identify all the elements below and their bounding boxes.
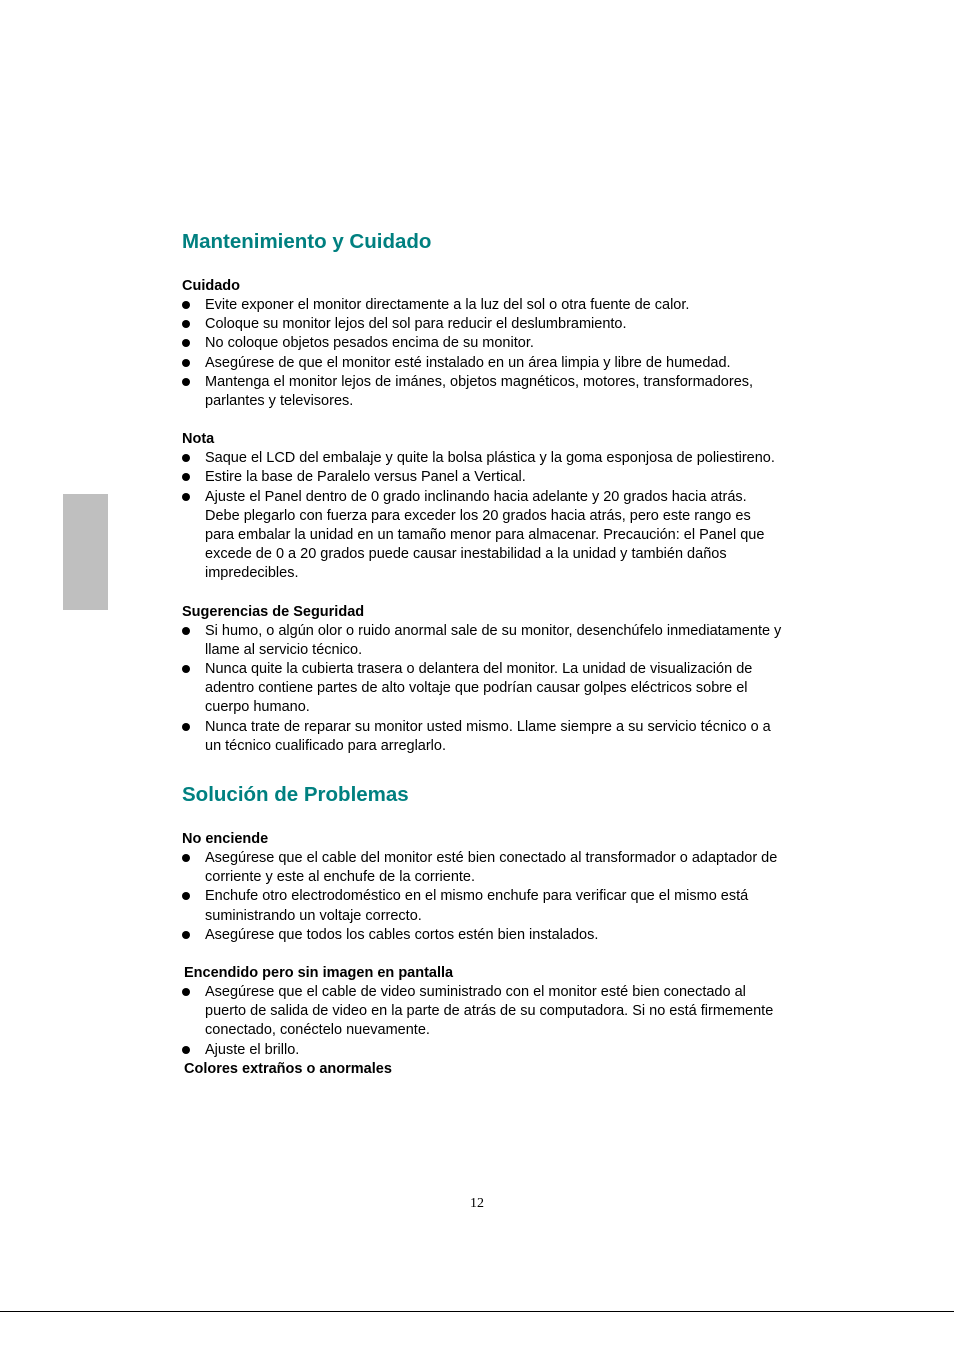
no-image-list	[182, 983, 782, 1060]
bullet-icon	[182, 1046, 190, 1054]
page-number: 12	[470, 1196, 484, 1211]
list-item: Asegúrese que todos los cables cortos estén bien instalados.	[182, 926, 782, 945]
no-power-section	[182, 830, 782, 945]
list-item: No coloque objetos pesados encima de su monitor.	[182, 334, 782, 353]
list-item: Si humo, o algún olor o ruido anormal sale de su monitor, desenchúfelo inmediatamente y llame al servicio técnico.	[182, 622, 782, 660]
list-item: Ajuste el Panel dentro de 0 grado inclinando hacia adelante y 20 grados hacia atrás. Debe plegarlo con fuerza para exceder los 20 grados hacia atrás, pero este rango es para embalar la unidad en un tamaño menor para almacenar. Precaución: el Panel que excede de 0 a 20 grados puede causar inestabilidad a la unidad y también daños impredecibles.	[182, 488, 782, 584]
colors-heading: Colores extraños o anormales	[184, 1060, 392, 1077]
care-list	[182, 296, 782, 411]
care-heading: Cuidado	[182, 278, 240, 294]
no-power-list	[182, 849, 782, 945]
list-item: Ajuste el brillo.	[182, 1041, 782, 1060]
bullet-icon	[182, 359, 190, 367]
note-section	[182, 430, 782, 583]
bullet-icon	[182, 339, 190, 347]
maintenance-title: Mantenimiento y Cuidado	[182, 230, 432, 253]
bullet-icon	[182, 892, 190, 900]
bullet-icon	[182, 665, 190, 673]
list-item: Estire la base de Paralelo versus Panel a Vertical.	[182, 468, 782, 487]
no-image-heading: Encendido pero sin imagen en pantalla	[184, 965, 454, 982]
no-image-section	[182, 964, 782, 1079]
bullet-icon	[182, 301, 190, 309]
list-item: Evite exponer el monitor directamente a la luz del sol o otra fuente de calor.	[182, 296, 782, 315]
list-item: Asegúrese de que el monitor esté instalado en un área limpia y libre de humedad.	[182, 354, 782, 373]
list-item: Nunca quite la cubierta trasera o delantera del monitor. La unidad de visualización de adentro contiene partes de alto voltaje que podrían causar golpes eléctricos sobre el cuerpo humano.	[182, 660, 782, 718]
bullet-icon	[182, 493, 190, 501]
safety-heading: Sugerencias de Seguridad	[182, 603, 365, 620]
list-item: Coloque su monitor lejos del sol para reducir el deslumbramiento.	[182, 315, 782, 334]
list-item: Mantenga el monitor lejos de imánes, objetos magnéticos, motores, transformadores, parlantes y televisores.	[182, 373, 782, 411]
list-item: Nunca trate de reparar su monitor usted mismo. Llame siempre a su servicio técnico o a un técnico cualificado para arreglarlo.	[182, 718, 782, 756]
bullet-icon	[182, 931, 190, 939]
footer-divider	[0, 1311, 954, 1312]
list-item: Saque el LCD del embalaje y quite la bolsa plástica y la goma esponjosa de poliestireno.	[182, 449, 782, 468]
bullet-icon	[182, 378, 190, 386]
no-power-heading: No enciende	[182, 831, 269, 848]
bullet-icon	[182, 473, 190, 481]
note-heading: Nota	[182, 431, 215, 448]
bullet-icon	[182, 627, 190, 635]
bullet-icon	[182, 723, 190, 731]
note-list	[182, 449, 782, 583]
list-item: Asegúrese que el cable del monitor esté bien conectado al transformador o adaptador de corriente y este al enchufe de la corriente.	[182, 849, 782, 887]
bullet-icon	[182, 320, 190, 328]
safety-list	[182, 622, 782, 756]
troubleshooting-title: Solución de Problemas	[182, 783, 409, 807]
language-side-tab	[63, 494, 108, 610]
bullet-icon	[182, 454, 190, 462]
bullet-icon	[182, 854, 190, 862]
care-section	[182, 277, 782, 411]
safety-section	[182, 603, 782, 756]
bullet-icon	[182, 988, 190, 996]
list-item: Asegúrese que el cable de video suministrado con el monitor esté bien conectado al puerto de salida de video en la parte de atrás de su computadora. Si no está firmemente conectado, conéctelo nuevamente.	[182, 983, 782, 1041]
list-item: Enchufe otro electrodoméstico en el mismo enchufe para verificar que el mismo está suministrando un voltaje correcto.	[182, 887, 782, 925]
page-content	[182, 226, 782, 1079]
